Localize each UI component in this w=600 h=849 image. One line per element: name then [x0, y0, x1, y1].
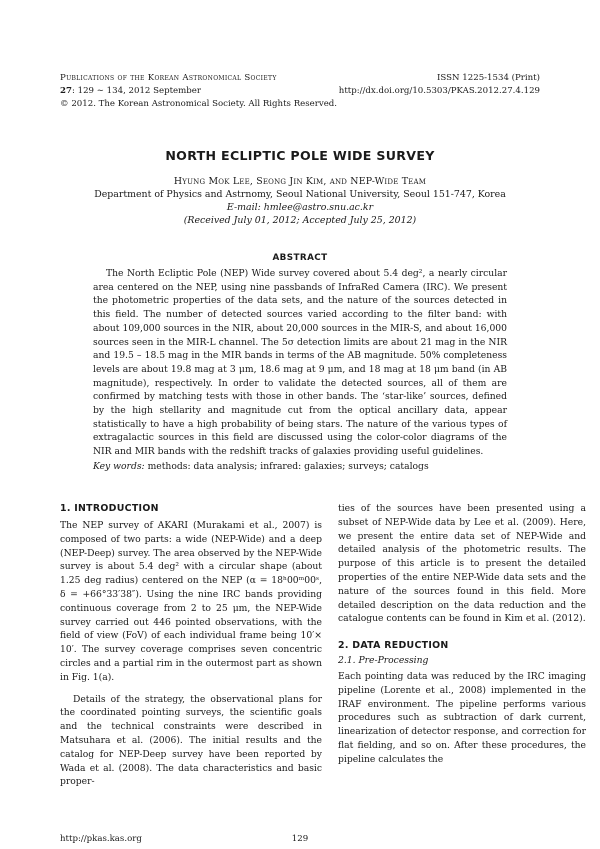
section-heading-data-reduction: 2. DATA REDUCTION: [338, 640, 449, 651]
abstract-text: The North Ecliptic Pole (NEP) Wide survey covered about 5.4 deg², a nearly circular area centered on the NEP, using nine passbands of InfraRed Camera (IRC). We present the photometric properties of the data sets, and the nature of the sources detected in this field. The number of detected sources varied according to the filter band: with about 109,000 sources in the NIR, about 20,000 sources in the MIR-S, and about 16,000 sources seen in the MIR-L channel. The 5σ detection limits are about 21 mag in the NIR and 19.5 – 18.5 mag in the MIR bands in terms of the AB magnitude. 50% completeness levels are about 19.8 mag at 3 μm, 18.6 mag at 9 μm, and 18 mag at 18 μm band (in AB magnitude), respectively. In order to validate the detected sources, all of them are confirmed by matching tests with those in other bands. The ‘star-like’ sources, defined by the high stellarity and magnitude cut from the optical ancillary data, appear statistically to have a high probability of being stars. The nature of the various types of extragalactic sources in this field are discussed using the color-color diagrams of the NIR and MIR bands with the redshift tracks of galaxies providing useful guidelines.: [93, 268, 507, 458]
journal-name: Publications of the Korean Astronomical Society: [60, 73, 277, 83]
volume-number: 27: [60, 86, 72, 96]
keywords: [93, 460, 507, 473]
intro-paragraph-3: ties of the sources have been presented using a subset of NEP-Wide data by Lee et al. (2009). Here, we present the entire data set of NEP-Wide and detailed analysis of the photometric results. The purpose of this article is to present the detailed properties of the entire NEP-Wide data sets and the nature of the sources found in this field. More detailed description on the data reduction and the catalogue contents can be found in Kim et al. (2012).: [338, 503, 586, 625]
data-reduction-paragraph-1: Each pointing data was reduced by the IRC imaging pipeline (Lorente et al., 2008) implemented in the IRAF environment. The pipeline performs various procedures such as subtraction of dark current, linearization of detector response, and correction for flat fielding, and so on. After these procedures, the pipeline calculates the: [338, 671, 586, 765]
page-number: 129: [291, 834, 309, 844]
subsection-heading-preprocessing: 2.1. Pre-Processing: [338, 655, 429, 666]
pages-date: : 129 ∼ 134, 2012 September: [71, 86, 201, 96]
footer-url[interactable]: http://pkas.kas.org: [60, 834, 142, 844]
received-dates: (Received July 01, 2012; Accepted July 25, 2012): [183, 215, 417, 226]
issn-doi-header: [280, 72, 540, 98]
data-reduction-text: [338, 670, 586, 767]
doi-link[interactable]: http://dx.doi.org/10.5303/PKAS.2012.27.4.129: [338, 86, 540, 96]
issn: ISSN 1225-1534 (Print): [437, 73, 540, 83]
authors: Hyung Mok Lee, Seong Jin Kim, and NEP-Wide Team: [173, 176, 427, 187]
keywords-text: methods: data analysis; infrared: galaxies; surveys; catalogs: [144, 461, 429, 472]
left-column: [60, 519, 322, 789]
email[interactable]: E-mail: hmlee@astro.snu.ac.kr: [226, 202, 374, 213]
intro-paragraph-2: Details of the strategy, the observational plans for the coordinated pointing surveys, the scientific goals and the technical constraints were described in Matsuhara et al. (2006). The initial results and the catalog for NEP-Deep survey have been reported by Wada et al. (2008). The data characteristics and basic proper-: [60, 693, 322, 788]
keywords-label: Key words:: [93, 461, 145, 472]
affiliation: Department of Physics and Astrnomy, Seoul National University, Seoul 151-747, Korea: [94, 189, 506, 200]
intro-paragraph-1: The NEP survey of AKARI (Murakami et al., 2007) is composed of two parts: a wide (NEP-Wide) and a deep (NEP-Deep) survey. The area observed by the NEP-Wide survey is about 5.4 deg² with a circular shape (about 1.25 deg radius) centered on the NEP (α = 18ʰ00ᵐ00ˢ, δ = +66°33′38″). Using the nine IRC bands providing continuous coverage from 2 to 25 μm, the NEP-Wide survey carried out 446 pointed observations, with the field of view (FoV) of each individual frame being 10′× 10′. The survey coverage comprises seven concentric circles and a partial rim in the outermost part as shown in Fig. 1(a).: [60, 520, 322, 683]
copyright: © 2012. The Korean Astronomical Society. All Rights Reserved.: [60, 99, 338, 109]
right-column: [338, 502, 586, 626]
abstract-heading: ABSTRACT: [272, 253, 328, 263]
paper-title: NORTH ECLIPTIC POLE WIDE SURVEY: [165, 148, 435, 163]
section-heading-introduction: 1. INTRODUCTION: [60, 503, 159, 514]
